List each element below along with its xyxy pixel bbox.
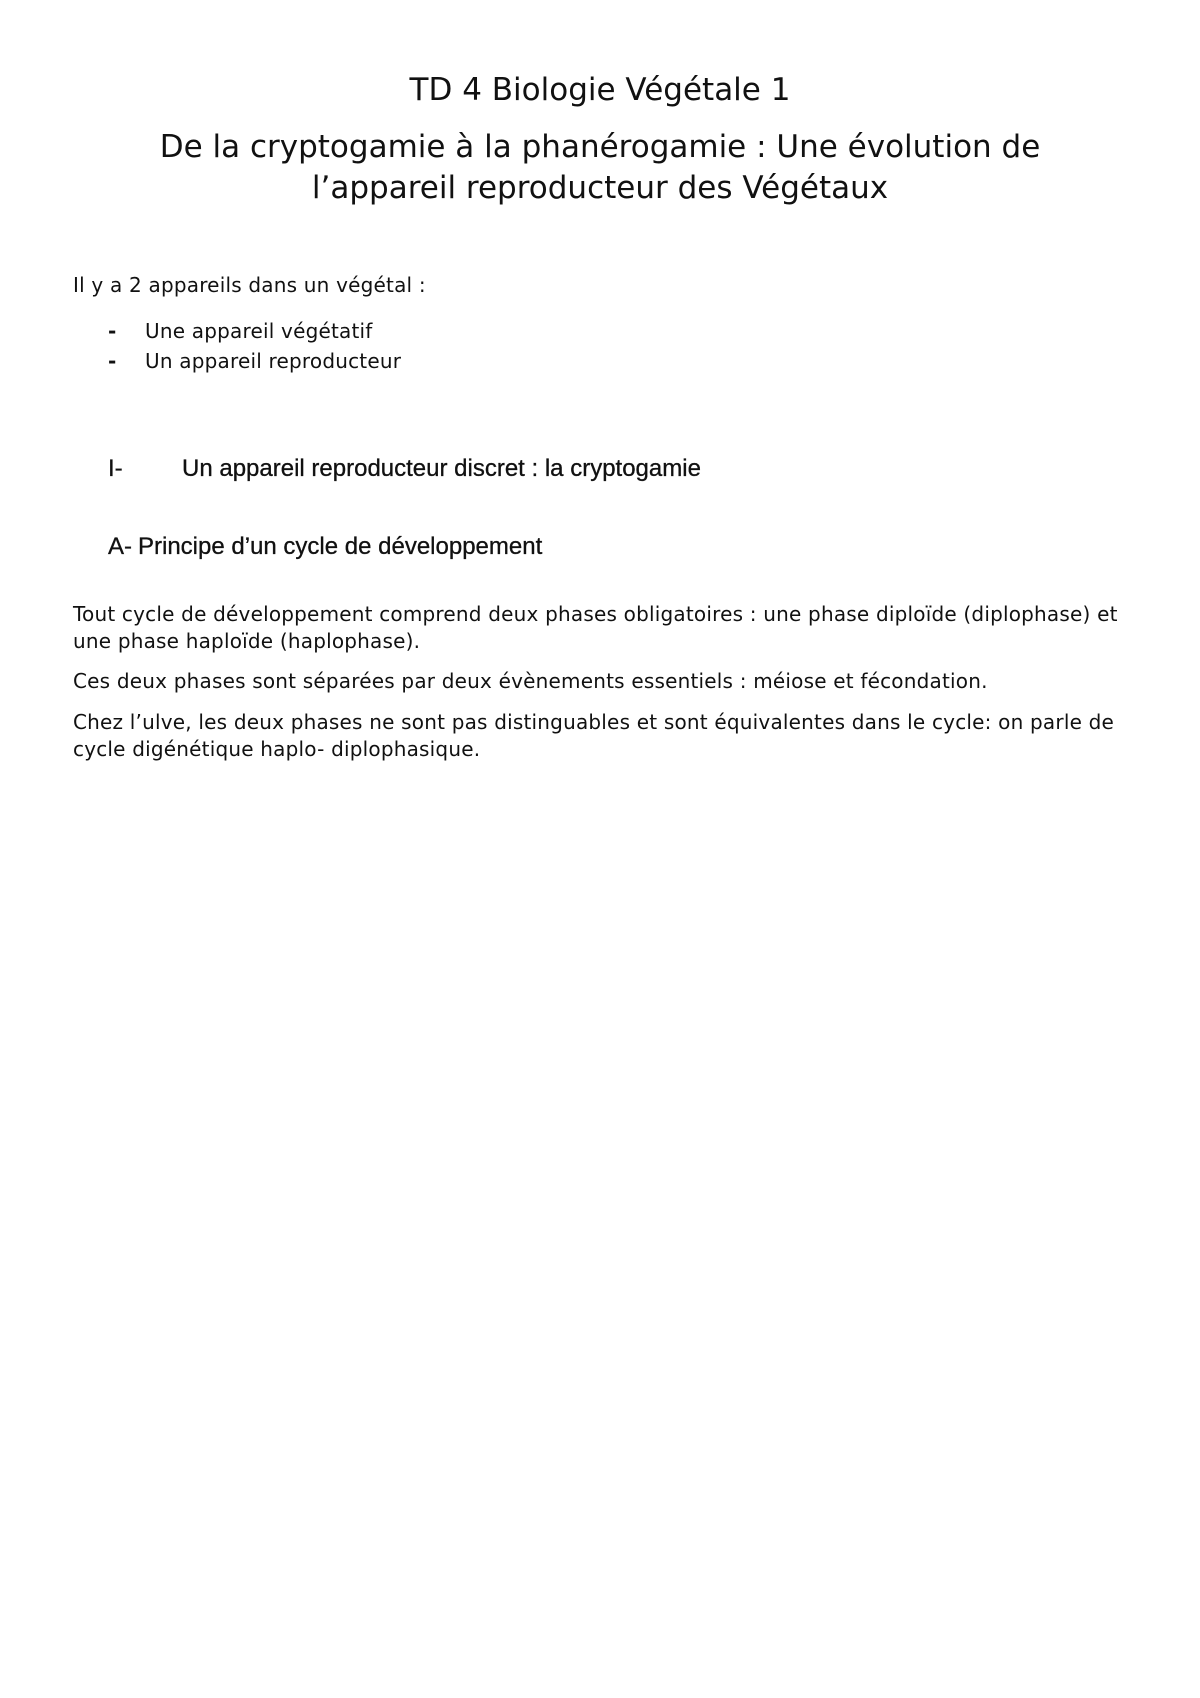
bullet-marker: -	[108, 349, 117, 373]
subtitle-line-2: l’appareil reproducteur des Végétaux	[311, 170, 889, 206]
subsection-heading-a	[108, 532, 542, 562]
list-item	[108, 316, 401, 346]
paragraph: Ces deux phases sont séparées par deux évènements essentiels : méiose et fécondation.	[73, 669, 988, 693]
bullet-marker: -	[108, 319, 117, 343]
subsection-title: Principe d’un cycle de développement	[138, 533, 543, 560]
bullet-list	[108, 316, 401, 376]
intro-text: Il y a 2 appareils dans un végétal :	[73, 273, 426, 297]
document-title: TD 4 Biologie Végétale 1	[409, 72, 791, 108]
list-item-text: Un appareil reproducteur	[145, 349, 402, 373]
section-number: I-	[108, 455, 123, 482]
section-title: Un appareil reproducteur discret : la cryptogamie	[182, 455, 701, 482]
list-item	[108, 346, 401, 376]
list-item-text: Une appareil végétatif	[145, 319, 373, 343]
subtitle-line-1: De la cryptogamie à la phanérogamie : Une évolution de	[159, 129, 1041, 165]
document-subtitle	[100, 127, 1100, 209]
subsection-number: A-	[108, 533, 132, 560]
section-heading-1	[108, 454, 701, 484]
paragraph: Chez l’ulve, les deux phases ne sont pas distinguables et sont équivalentes dans le cycle: on parle de cycle digénétique haplo- diplophasique.	[73, 710, 1115, 761]
paragraph: Tout cycle de développement comprend deux phases obligatoires : une phase diploïde (diplophase) et une phase haploïde (haplophase).	[73, 602, 1118, 653]
